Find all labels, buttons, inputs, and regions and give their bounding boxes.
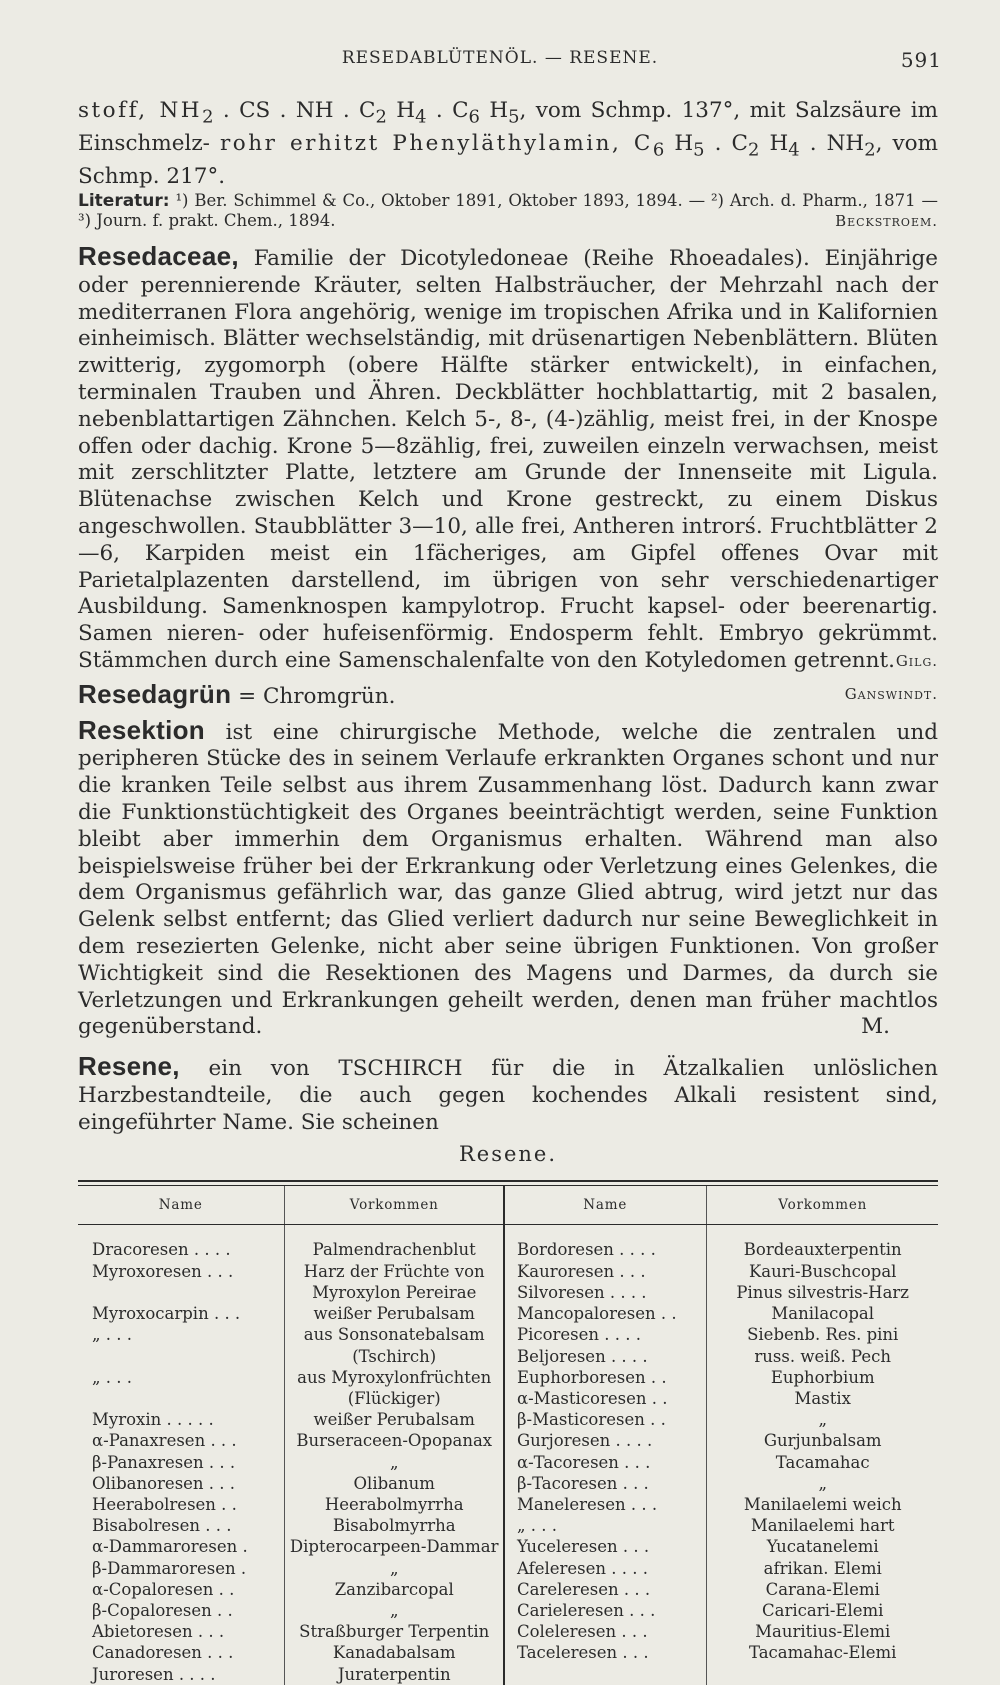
cell-name-left: Bisabolresen . . . [92, 1516, 232, 1536]
table-body [78, 1225, 938, 1685]
cell-name-right: Carieleresen . . . [504, 1600, 707, 1621]
cell-name-left: β-Dammaroresen . [92, 1558, 247, 1578]
cell-name-left [78, 1346, 285, 1367]
cell-vorkommen-right: Bordeauxterpentin [707, 1239, 938, 1260]
table-row [78, 1621, 938, 1642]
cell-vorkommen-right: Tacamahac [707, 1452, 938, 1473]
cell-vorkommen-right: Mauritius-Elemi [707, 1621, 938, 1642]
signature-ganswindt: Ganswindt. [844, 684, 938, 703]
cell-name-left: β-Copaloresen . . [92, 1600, 233, 1620]
cell-name-right: Gurjoresen . . . . [504, 1430, 707, 1451]
cell-vorkommen-left: Burseraceen-Opopanax [285, 1430, 504, 1451]
table-row [78, 1303, 938, 1324]
cell-vorkommen-right: Manilaelemi hart [707, 1515, 938, 1536]
cell-vorkommen-right: Manilaelemi weich [707, 1494, 938, 1515]
cell-vorkommen-left: Myroxylon Pereirae [285, 1282, 504, 1303]
cell-name-left [78, 1282, 285, 1303]
cell-vorkommen-left: Olibanum [285, 1473, 504, 1494]
cell-name-left: α-Panaxresen . . . [92, 1431, 237, 1451]
cell-name-right: Silvoresen . . . . [504, 1282, 707, 1303]
cell-vorkommen-right: „ [707, 1473, 938, 1494]
cell-name-left: „ . . . [92, 1367, 133, 1387]
cell-vorkommen-right: „ [707, 1409, 938, 1430]
cell-name-right: Mancopaloresen . . [504, 1303, 707, 1324]
cell-vorkommen-right [707, 1664, 938, 1685]
table-spacer [78, 1225, 938, 1240]
cell-vorkommen-left: (Tschirch) [285, 1346, 504, 1367]
col-header-name-left: Name [78, 1186, 285, 1225]
table-row [78, 1346, 938, 1367]
cell-vorkommen-left: „ [285, 1558, 504, 1579]
cell-name-left: Abietoresen . . . [92, 1622, 225, 1642]
cell-vorkommen-right: Manilacopal [707, 1303, 938, 1324]
cell-vorkommen-left: weißer Perubalsam [285, 1409, 504, 1430]
cell-vorkommen-left: Harz der Früchte von [285, 1261, 504, 1282]
table-row [78, 1282, 938, 1303]
entry-resene: Resene, ein von TSCHIRCH für die in Ätzalkalien unlöslichen Harzbestandteile, die auch gegen kochendes Alkali resistent sind, eingeführter Name. Sie scheinen [78, 1051, 938, 1135]
cell-name-right: α-Masticoresen . . [504, 1388, 707, 1409]
cell-name-left: Myroxin . . . . . [92, 1410, 214, 1430]
cell-vorkommen-left: Straßburger Terpentin [285, 1621, 504, 1642]
cell-name-left: Dracoresen . . . . [92, 1240, 231, 1260]
cell-name-right: Picoresen . . . . [504, 1324, 707, 1345]
cell-name-left: Juroresen . . . . [92, 1664, 216, 1684]
entry-resektion: Resektion ist eine chirurgische Methode, welche die zentralen und peripheren Stücke des in seinem Verlaufe erkrankten Organes schont und nur die kranken Teile selbst aus ihrem Zusammenhang löst. Dadurch kann zwar die Funktionstüchtigkeit des Organes beeinträchtigt werden, seine Funktion bleibt aber immerhin dem Organismus erhalten. Während man also beispielsweise früher bei der Erkrankung oder Verletzung eines Gelenkes, die dem Organismus gefährlich war, das ganze Glied abtrug, wird jetzt nur das Gelenk selbst entfernt; das Glied verliert dadurch nur seine Beweglichkeit in dem resezierten Gelenke, nicht aber seine übrigen Funktionen. Von großer Wichtigkeit sind die Resektionen des Magens und Darmes, da durch sie Verletzungen und Erkrankungen geheilt werden, denen man früher machtlos gegenüberstand. M. [78, 714, 938, 1040]
cell-vorkommen-left: weißer Perubalsam [285, 1303, 504, 1324]
cell-name-left: Olibanoresen . . . [92, 1473, 236, 1493]
table-row [78, 1409, 938, 1430]
page-number: 591 [900, 48, 942, 72]
cell-vorkommen-right: Siebenb. Res. pini [707, 1324, 938, 1345]
table-row [78, 1324, 938, 1345]
cell-name-left: Myroxocarpin . . . [92, 1304, 241, 1324]
cell-vorkommen-right: Caricari-Elemi [707, 1600, 938, 1621]
cell-vorkommen-left: aus Myroxylonfrüchten [285, 1367, 504, 1388]
cell-name-right: Careleresen . . . [504, 1579, 707, 1600]
signature-gilg: Gilg. [895, 651, 938, 670]
cell-name-left: β-Panaxresen . . . [92, 1452, 236, 1472]
table-header-row [78, 1186, 938, 1225]
cell-name-left [78, 1388, 285, 1409]
col-header-vorkommen-left: Vorkommen [285, 1186, 504, 1225]
table-row [78, 1558, 938, 1579]
cell-vorkommen-left: Dipterocarpeen-Dammar [285, 1536, 504, 1557]
cell-name-left: α-Dammaroresen . [92, 1537, 248, 1557]
col-header-vorkommen-right: Vorkommen [707, 1186, 938, 1225]
table-row [78, 1261, 938, 1282]
cell-vorkommen-right: Tacamahac-Elemi [707, 1642, 938, 1663]
cell-vorkommen-right: Euphorbium [707, 1367, 938, 1388]
entry-heading: Resedagrün [78, 678, 232, 709]
cell-vorkommen-right: afrikan. Elemi [707, 1558, 938, 1579]
table-row [78, 1388, 938, 1409]
cell-name-right: α-Tacoresen . . . [504, 1452, 707, 1473]
entry-resedagruen: Resedagrün = Chromgrün. Ganswindt. [78, 678, 938, 709]
col-header-name-right: Name [504, 1186, 707, 1225]
table-title: Resene. [458, 1142, 558, 1167]
cell-vorkommen-left: Zanzibarcopal [285, 1579, 504, 1600]
table-row [78, 1473, 938, 1494]
cell-vorkommen-left: „ [285, 1452, 504, 1473]
cell-name-left: „ . . . [92, 1325, 133, 1345]
cell-vorkommen-right: Carana-Elemi [707, 1579, 938, 1600]
continuation-paragraph: stoff, $NH_2$ . CS . NH . $C_2$ $H_4$ . $C_6$ $H_5$, vom Schmp. 137°, mit Salzsäure im Einschmelz- rohr erhitzt Phenyläthylamin, $C_6$ $H_5$ . $C_2$ $H_4$ . $NH_2$, vom Schmp. 217°. [78, 98, 938, 190]
entry-heading: Resektion [78, 714, 205, 745]
cell-vorkommen-left: (Flückiger) [285, 1388, 504, 1409]
cell-name-left: α-Copaloresen . . [92, 1579, 235, 1599]
table-row [78, 1494, 938, 1515]
table-row [78, 1664, 938, 1685]
cell-name-right: „ . . . [504, 1515, 707, 1536]
cell-vorkommen-left: aus Sonsonatebalsam [285, 1324, 504, 1345]
cell-vorkommen-right: Kauri-Buschcopal [707, 1261, 938, 1282]
table-row [78, 1642, 938, 1663]
table-row [78, 1452, 938, 1473]
table-row [78, 1536, 938, 1557]
cell-name-left: Canadoresen . . . [92, 1643, 234, 1663]
cell-name-right: Taceleresen . . . [504, 1642, 707, 1663]
cell-name-right: β-Masticoresen . . [504, 1409, 707, 1430]
table-top-rule [78, 1180, 938, 1182]
cell-name-right: β-Tacoresen . . . [504, 1473, 707, 1494]
cell-vorkommen-left: Heerabolmyrrha [285, 1494, 504, 1515]
cell-name-right: Beljoresen . . . . [504, 1346, 707, 1367]
cell-name-right: Maneleresen . . . [504, 1494, 707, 1515]
table-row [78, 1515, 938, 1536]
cell-name-right: Bordoresen . . . . [504, 1239, 707, 1260]
cell-vorkommen-left: Bisabolmyrrha [285, 1515, 504, 1536]
literature-note: Literatur: ¹) Ber. Schimmel & Co., Oktober 1891, Oktober 1893, 1894. — ²) Arch. d. Pharm., 1871 — ³) Journ. f. prakt. Chem., 1894. Beckstroem. [78, 190, 938, 230]
resene-table-wrapper [78, 1180, 938, 1684]
signature-beckstroem: Beckstroem. [835, 211, 938, 230]
cell-vorkommen-left: Juraterpentin [285, 1664, 504, 1685]
cell-vorkommen-left: Kanadabalsam [285, 1642, 504, 1663]
signature-m: M. [861, 1014, 890, 1040]
resene-table [78, 1186, 938, 1684]
cell-vorkommen-right: Pinus silvestris-Harz [707, 1282, 938, 1303]
cell-name-right: Euphorboresen . . [504, 1367, 707, 1388]
cell-vorkommen-right: Yucatanelemi [707, 1536, 938, 1557]
entry-resedaceae: Resedaceae, Familie der Dicotyledoneae (Reihe Rhoeadales). Einjährige oder perennierende Kräuter, selten Halbsträucher, der Mehrzahl nach der mediterranen Flora angehörig, wenige im tropischen Afrika und in Kalifornien einheimisch. Blätter wechselständig, mit drüsenartigen Nebenblättern. Blüten zwitterig, zygomorph (obere Hälfte stärker entwickelt), in einfachen, terminalen Trauben und Ähren. Deckblätter hochblattartig, mit 2 basalen, nebenblattartigen Zähnchen. Kelch 5-, 8-, (4-)zählig, meist frei, in der Knospe offen oder dachig. Krone 5—8zählig, frei, zuweilen einzeln verwachsen, meist mit zerschlitzter Platte, letztere am Grunde der Innenseite mit Ligula. Blütenachse zwischen Kelch und Krone gestreckt, zu einem Diskus angeschwollen. Staubblätter 3—10, alle frei, Antheren introrś. Fruchtblätter 2—6, Karpiden meist ein 1fächeriges, am Gipfel offenes Ovar mit Parietalplazenten darstellend, im übrigen von sehr verschiedenartiger Ausbildung. Samenknospen kampylotrop. Frucht kapsel- oder beerenartig. Samen nieren- oder hufeisenförmig. Endosperm fehlt. Embryo gekrümmt. Stämmchen durch eine Samenschalenfalte von den Kotyledomen getrennt. Gilg. [78, 240, 938, 673]
cell-name-right [504, 1664, 707, 1685]
cell-name-left: Heerabolresen . . [92, 1494, 237, 1514]
page-body [78, 98, 938, 1685]
entry-heading: Resedaceae, [78, 240, 239, 271]
header-title: RESEDABLÜTENÖL. — RESENE. [341, 48, 659, 68]
cell-vorkommen-left: „ [285, 1600, 504, 1621]
cell-name-right: Afeleresen . . . . [504, 1558, 707, 1579]
cell-name-right: Coleleresen . . . [504, 1621, 707, 1642]
table-row [78, 1367, 938, 1388]
table-row [78, 1600, 938, 1621]
cell-vorkommen-right: russ. weiß. Pech [707, 1346, 938, 1367]
table-row [78, 1579, 938, 1600]
cell-name-left: Myroxoresen . . . [92, 1261, 234, 1281]
cell-vorkommen-left: Palmendrachenblut [285, 1239, 504, 1260]
cell-name-right: Yuceleresen . . . [504, 1536, 707, 1557]
table-row [78, 1430, 938, 1451]
cell-vorkommen-right: Mastix [707, 1388, 938, 1409]
cell-vorkommen-right: Gurjunbalsam [707, 1430, 938, 1451]
cell-name-right: Kauroresen . . . [504, 1261, 707, 1282]
entry-heading: Resene, [78, 1051, 180, 1082]
table-row [78, 1239, 938, 1260]
